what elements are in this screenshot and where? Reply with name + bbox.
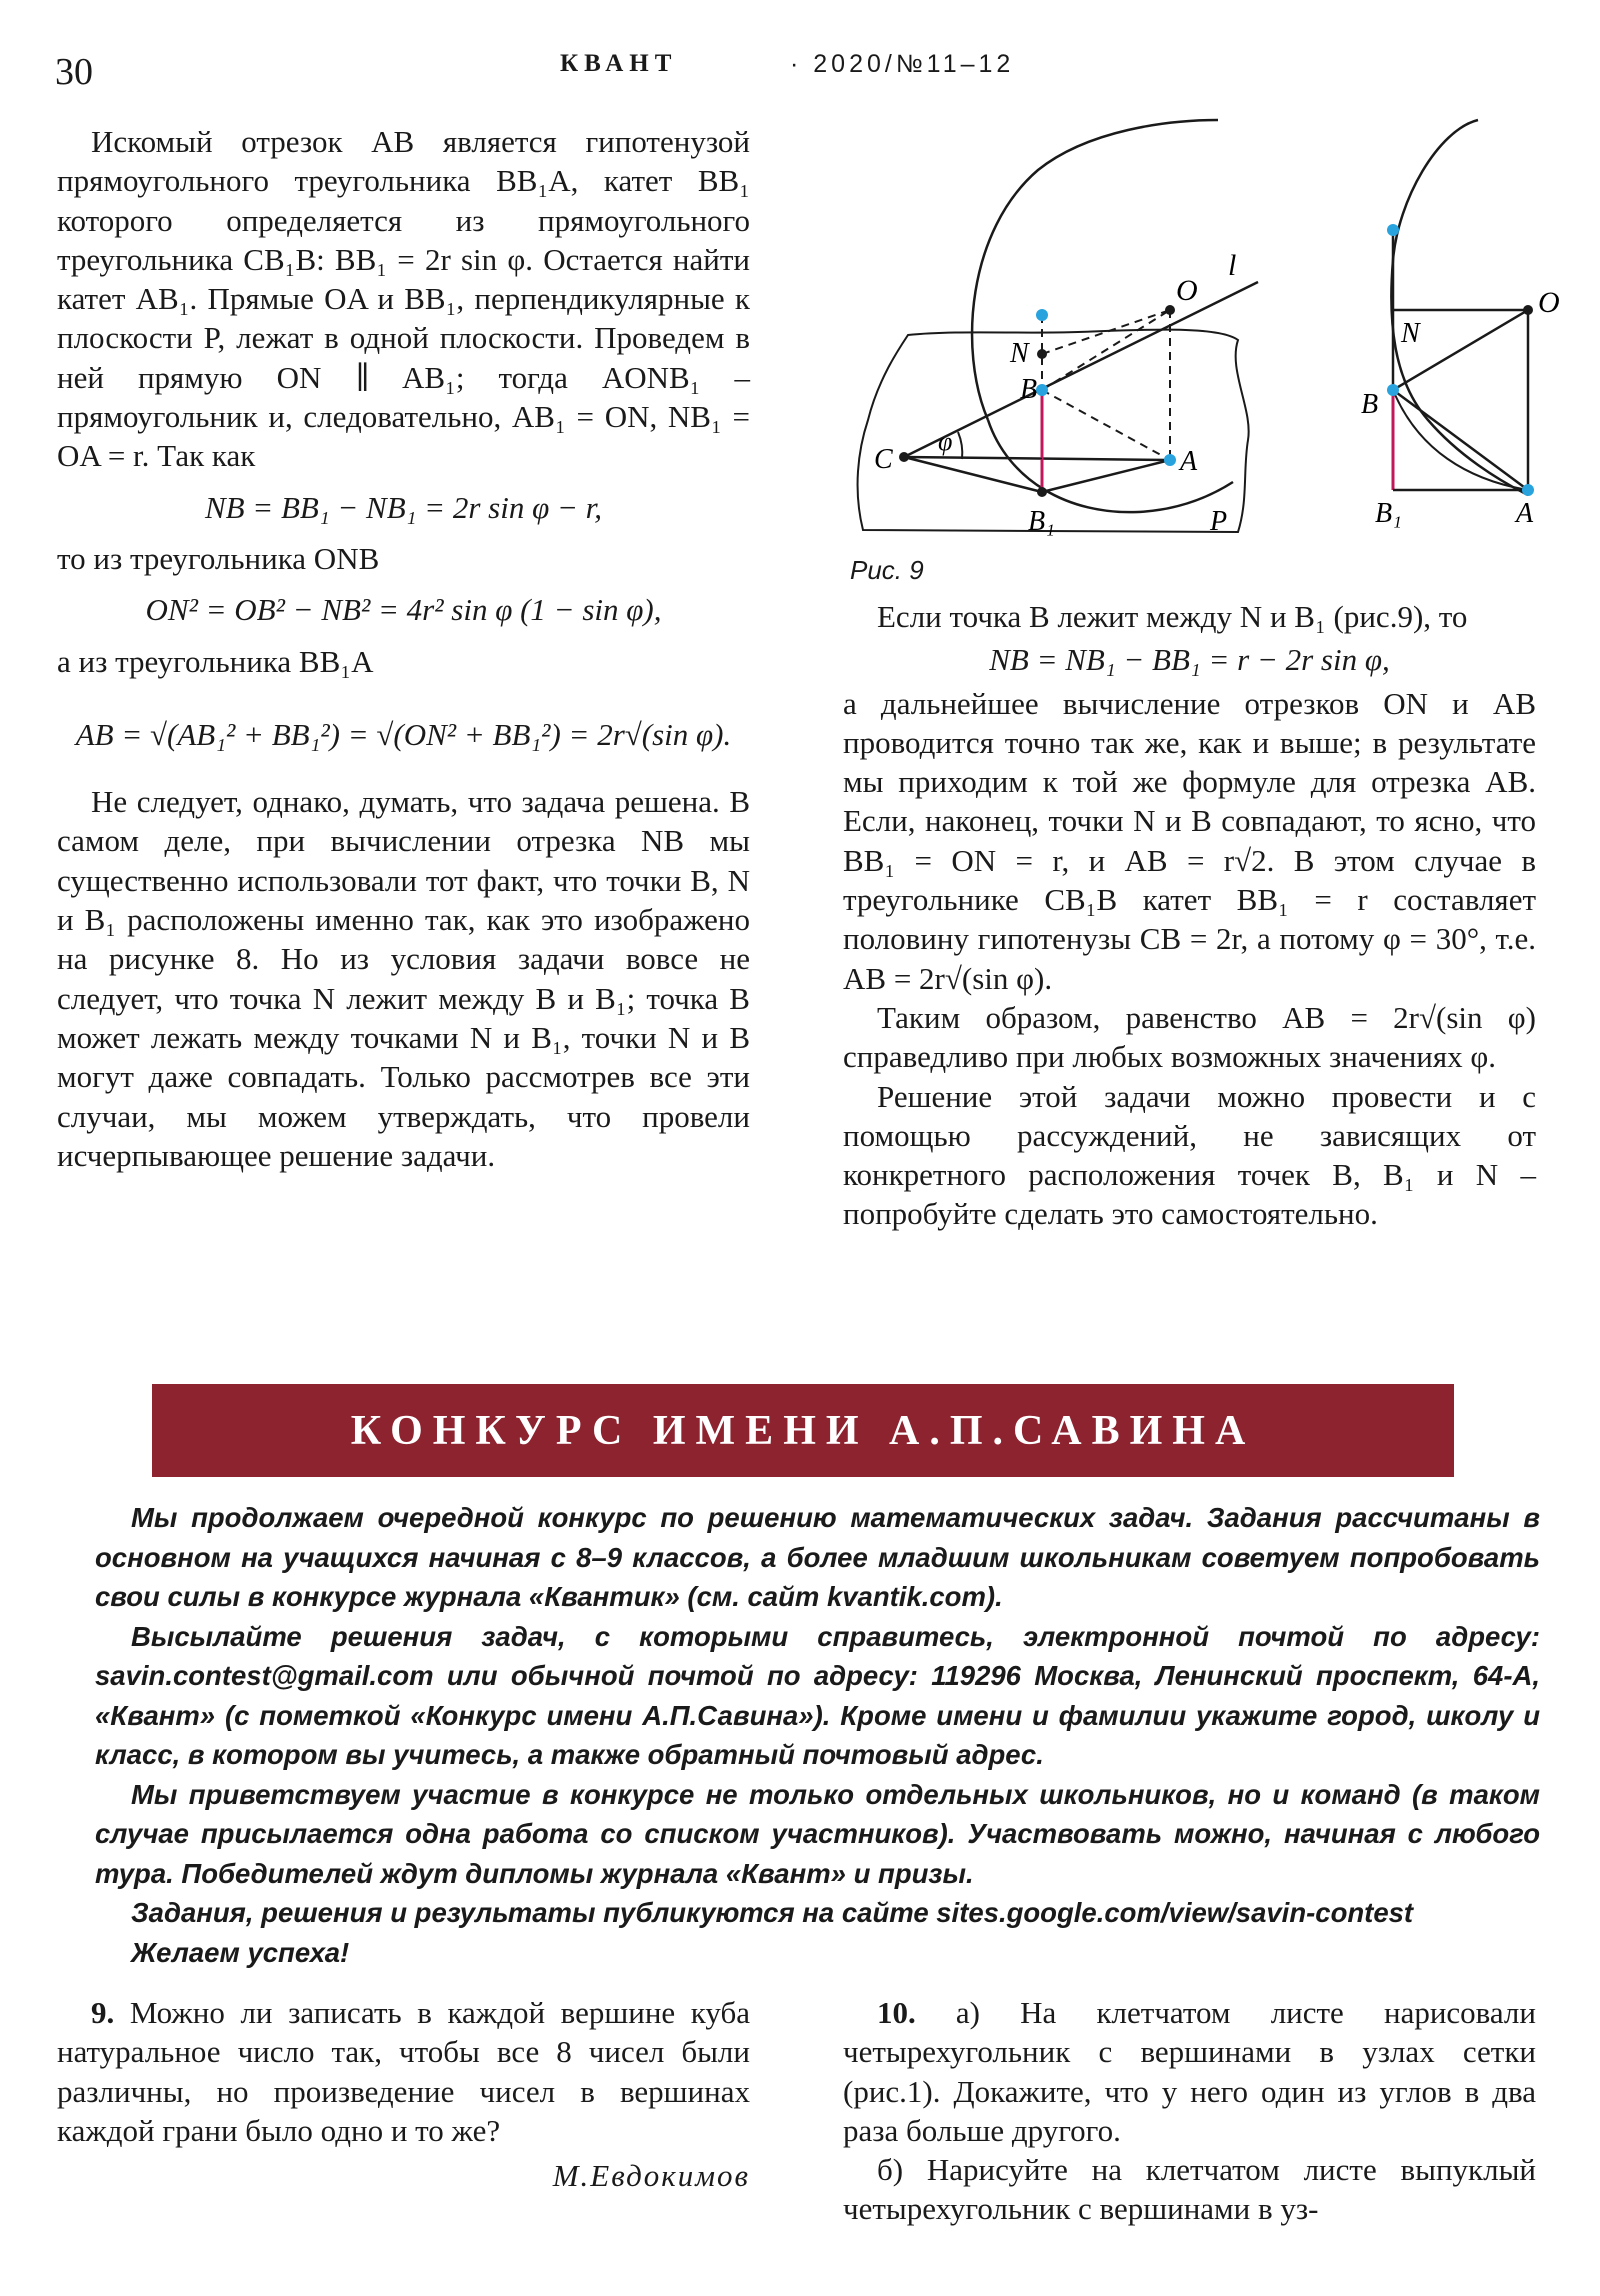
contest-paragraph-2: Высылайте решения задач, с которыми справитесь, электронной почтой по адресу: savin.contest@gmail.com или обычной почтой по адресу: 119296 Москва, Ленинский проспект, 64-А, «Квант» (с пометкой «Конкурс имени А.П.Савина»). Кроме имени и фамилии укажите город, школу и класс, в котором вы учитесь, а также обратный почтовый адрес. bbox=[95, 1620, 1540, 1770]
label-a: A bbox=[1180, 446, 1198, 477]
right-paragraph-1: Если точка B лежит между N и B₁ (рис.9), то bbox=[877, 599, 1468, 634]
label-b1: B₁ bbox=[1028, 506, 1055, 537]
contest-paragraph-5: Желаем успеха! bbox=[131, 1936, 350, 1968]
right-paragraph-3: Таким образом, равенство AB = 2r√(sin φ) справедливо при любых возможных значениях φ. bbox=[843, 999, 1536, 1075]
label-l: l bbox=[1228, 249, 1237, 282]
right-paragraph-2: а дальнейшее вычисление отрезков ON и AB проводится точно так же, как и выше; в результате мы приходим к той же формуле для отрезка AB. Если, наконец, точки N и B совпадают, то ясно, что BB₁ = ON = r, и AB = r√2. В этом случае в треугольнике CB₁B катет BB₁ = r составляет половину гипотенузы CB = 2r, а потому φ = 30°, т.е. AB = 2r√(sin φ). bbox=[843, 685, 1536, 996]
contest-banner: КОНКУРС ИМЕНИ А.П.САВИНА bbox=[152, 1384, 1454, 1477]
formula-nb-alt: NB = NB₁ − BB₁ = r − 2r sin φ, bbox=[989, 642, 1390, 678]
label-p: P bbox=[1210, 506, 1228, 537]
left-paragraph-4: Не следует, однако, думать, что задача решена. В самом деле, при вычислении отрезка NB мы существенно использовали тот факт, что точки B, N и B₁ расположены именно так, как это изображено на рисунке 8. Но из условия задачи вовсе не следует, что точка N лежит между B и B₁; точка B может лежать между точками N и B₁, точки N и B могут даже совпадать. Только рассмотрев все эти случаи, мы можем утверждать, что провели исчерпывающее решение задачи. bbox=[57, 784, 750, 1173]
formula-on: ON² = OB² − NB² = 4r² sin φ (1 − sin φ), bbox=[145, 592, 662, 628]
point-n bbox=[1037, 349, 1047, 359]
left-paragraph-3: а из треугольника BB₁A bbox=[57, 643, 374, 679]
right-point-b bbox=[1387, 384, 1399, 396]
page-number: 30 bbox=[55, 51, 93, 93]
right-point-top bbox=[1387, 224, 1399, 236]
right-label-a: A bbox=[1516, 498, 1534, 529]
right-label-b1: B₁ bbox=[1375, 498, 1402, 529]
problem-10-number: 10. bbox=[877, 1995, 916, 2030]
formula-nb: NB = BB₁ − NB₁ = 2r sin φ − r, bbox=[204, 489, 603, 525]
problem-10-part-b: б) Нарисуйте на клетчатом листе выпуклый четырехугольник с вершинами в уз- bbox=[843, 2152, 1536, 2227]
contest-paragraph-1: Мы продолжаем очередной конкурс по решению математических задач. Задания рассчитаны в основном на учащихся начиная с 8–9 классов, а более младшим школьникам советуем попробовать свои силы в конкурсе журнала «Квантик» (см. сайт kvantik.com). bbox=[95, 1502, 1540, 1612]
point-a bbox=[1164, 454, 1176, 466]
contest-text bbox=[95, 1498, 1540, 1972]
point-b1 bbox=[1037, 487, 1047, 497]
point-c bbox=[899, 452, 909, 462]
label-phi: φ bbox=[938, 427, 953, 456]
right-label-o: O bbox=[1538, 286, 1560, 319]
figure-caption: Рис. 9 bbox=[850, 555, 924, 585]
contest-paragraph-4: Задания, решения и результаты публикуются на сайте sites.google.com/view/savin-contest bbox=[131, 1897, 1414, 1928]
point-b bbox=[1036, 384, 1048, 396]
label-b: B bbox=[1020, 374, 1038, 405]
figure-9 bbox=[838, 120, 1560, 560]
right-column bbox=[843, 597, 1536, 1234]
right-paragraph-4: Решение этой задачи можно провести и с помощью рассуждений, не зависящих от конкретного расположения точек B, B₁ и N – попробуйте сделать это самостоятельно. bbox=[843, 1078, 1536, 1232]
label-n: N bbox=[1010, 338, 1029, 369]
right-point-a bbox=[1522, 484, 1534, 496]
right-point-o bbox=[1523, 305, 1533, 315]
right-label-n: N bbox=[1401, 318, 1420, 349]
problem-9-text: Можно ли записать в каждой вершине куба натуральное число так, чтобы все 8 чисел были различны, но произведение чисел в вершинах каждой грани было одно и то же? bbox=[57, 1995, 751, 2148]
left-paragraph-1: Искомый отрезок AB является гипотенузой прямоугольного треугольника BB₁A, катет BB₁ которого определяется из прямоугольного треугольника CB₁B: BB₁ = 2r sin φ. Остается найти катет AB₁. Прямые OA и BB₁, перпендикулярные к плоскости P, лежат в одной плоскости. Проведем в ней прямую ON ∥ AB₁; тогда AONB₁ – прямоугольник и, следовательно, AB₁ = ON, NB₁ = OA = r. Так как bbox=[57, 124, 750, 474]
label-c: C bbox=[874, 444, 893, 475]
problem-9-author: М.Евдокимов bbox=[552, 2158, 750, 2194]
problem-9-number: 9. bbox=[91, 1995, 115, 2030]
formula-ab: AB = √(AB₁² + BB₁²) = √(ON² + BB₁²) = 2r√(sin φ). bbox=[75, 716, 732, 752]
point-o bbox=[1165, 305, 1175, 315]
point-top bbox=[1036, 309, 1048, 321]
left-paragraph-2: то из треугольника ONB bbox=[57, 540, 380, 576]
right-ba bbox=[1393, 390, 1528, 490]
contest-paragraph-3: Мы приветствуем участие в конкурсе не только отдельных школьников, но и команд (в таком случае присылается одна работа со списком участников). Участвовать можно, начиная с любого тура. Победителей ждут дипломы журнала «Квант» и призы. bbox=[95, 1778, 1540, 1889]
magazine-title: КВАНТ bbox=[560, 50, 678, 77]
problem-10 bbox=[843, 1993, 1536, 2229]
problem-9 bbox=[57, 1993, 750, 2195]
problem-10-part-a: а) На клетчатом листе нарисовали четырехугольник с вершинами в узлах сетки (рис.1). Докажите, что у него один из углов в два раза больше другого. bbox=[843, 1995, 1536, 2148]
left-column bbox=[57, 122, 750, 1175]
right-label-b: B bbox=[1361, 389, 1379, 420]
issue-number: · 2020/№11–12 bbox=[790, 50, 1015, 78]
label-o: O bbox=[1176, 274, 1198, 307]
